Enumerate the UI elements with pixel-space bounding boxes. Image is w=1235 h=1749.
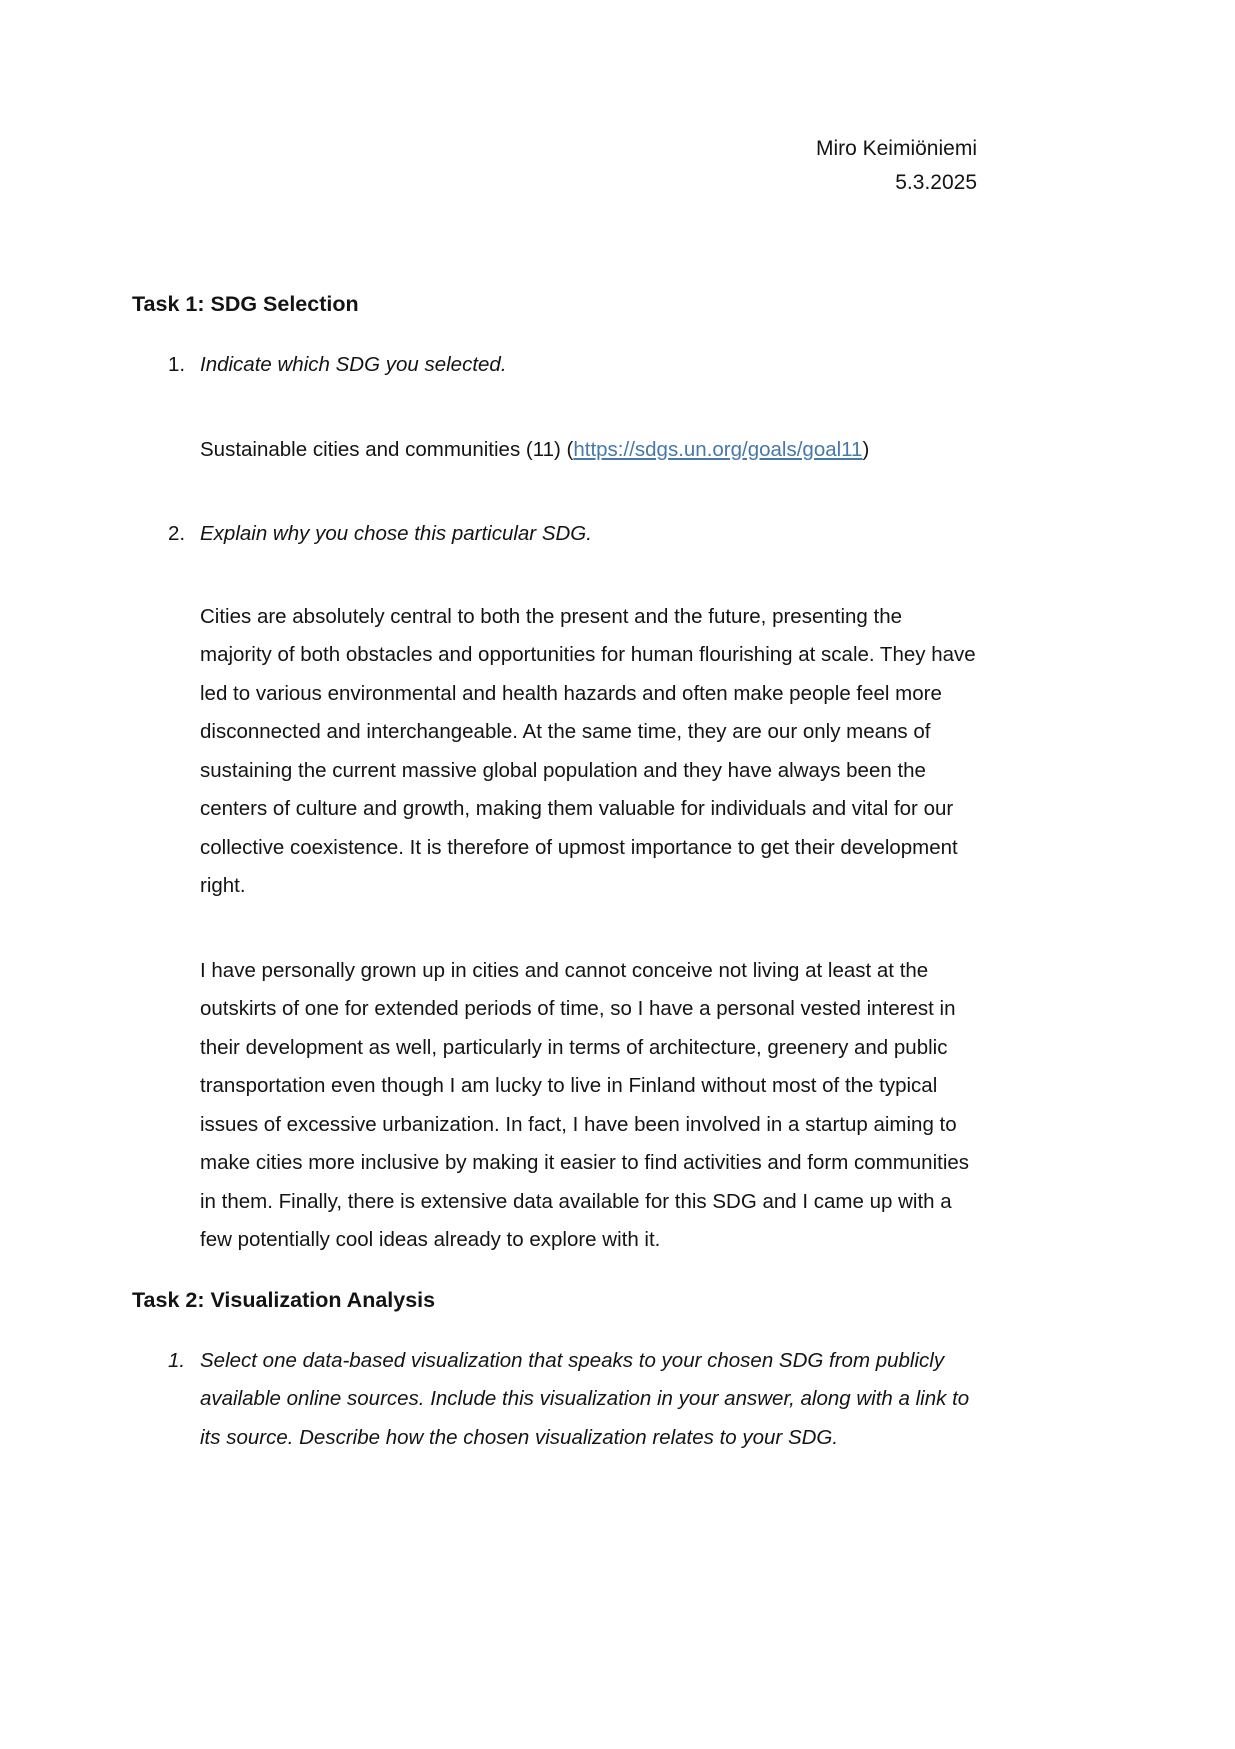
list-item-number: 1.: [168, 353, 186, 376]
answer-paragraph-1: Cities are absolutely central to both the present and the future, presenting the majority of both obstacles and opportunities for human flourishing at scale. They have led to various environmental and health hazards and often make people feel more disconnected and interchangeable. At the same time, they are our only means of sustaining the current massive global population and they have always been the centers of culture and growth, making them valuable for individuals and vital for our collective coexistence. It is therefore of upmost importance to get their development right.: [200, 604, 976, 897]
task2-heading: Task 2: Visualization Analysis: [132, 1287, 436, 1312]
list-item-number: 2.: [168, 522, 186, 545]
answer-sdg-selection: [200, 431, 977, 470]
list-item: [132, 1342, 977, 1458]
list-item: [132, 346, 977, 385]
list-item-text: Explain why you chose this particular SDG.: [200, 522, 592, 545]
author-name: Miro Keimiöniemi: [815, 137, 977, 160]
list-item-number: 1.: [168, 1348, 186, 1372]
answer-paragraph-2: I have personally grown up in cities and cannot conceive not living at least at the outskirts of one for extended periods of time, so I have a personal vested interest in their development as well, particularly in terms of architecture, greenery and public transportation even though I am lucky to live in Finland without most of the typical issues of excessive urbanization. In fact, I have been involved in a startup aiming to make cities more inclusive by making it easier to find activities and form communities in them. Finally, there is extensive data available for this SDG and I came up with a few potentially cool ideas already to explore with it.: [200, 958, 970, 1251]
answer-text-before-link: Sustainable cities and communities (11) (: [200, 437, 574, 461]
answer-text-after-link: ): [862, 437, 870, 461]
document-date: 5.3.2025: [895, 171, 977, 194]
document-header: [132, 132, 977, 200]
list-item: [132, 515, 977, 554]
list-item-text: Select one data-based visualization that speaks to your chosen SDG from publicly available online sources. Include this visualization in your answer, along with a link to its source. Describe how the chosen visualization relates to your SDG.: [200, 1348, 970, 1449]
task1-heading: Task 1: SDG Selection: [132, 292, 359, 316]
sdg-goal11-link[interactable]: https://sdgs.un.org/goals/goal11: [573, 437, 863, 461]
list-item-text: Indicate which SDG you selected.: [200, 353, 507, 376]
